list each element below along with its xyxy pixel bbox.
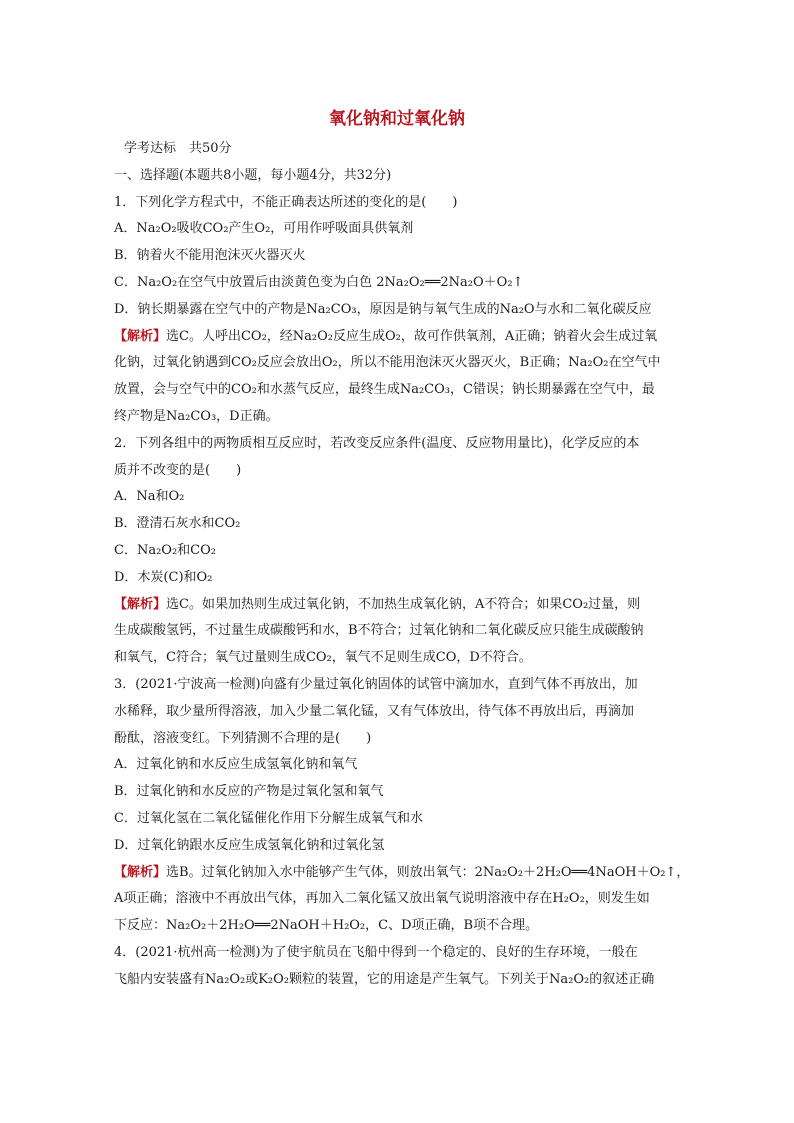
analysis-line [114,860,690,887]
text-line [114,190,684,217]
line-text: 质并不改变的是( ) [114,462,242,478]
line-text: C．过氧化氢在二氧化锰催化作用下分解生成氧气和水 [114,810,423,826]
line-text: A．Na和O₂ [114,489,185,505]
line-text: 3．(2021·宁波高一检测)向盛有少量过氧化钠固体的试管中滴加水，直到气体不再放出，加 [114,676,638,692]
page-title: 氧化钠和过氧化钠 [329,109,465,129]
text-line [114,618,684,645]
line-text: 和氧气，C符合；氧气过量则生成CO₂，氧气不足则生成CO，D不符合。 [114,650,532,666]
section-header: 学考达标 共50分 [124,141,232,156]
text-line [114,699,684,726]
text-line [114,726,684,753]
text-line [114,672,684,699]
line-text: A．过氧化钠和水反应生成氢氧化钠和氧气 [114,757,358,773]
part-header: 一、选择题(本题共8小题，每小题4分，共32分) [114,167,392,183]
text-line [114,377,684,404]
text-line [114,297,684,324]
text-line [114,270,684,297]
line-text: A．Na₂O₂吸收CO₂产生O₂，可用作呼吸面具供氧剂 [114,221,414,237]
analysis-line [114,592,684,619]
text-line [114,458,684,485]
text-line [114,565,684,592]
line-text: 选B。过氧化钠加入水中能够产生气体，则放出氧气：2Na₂O₂＋2H₂O══4NaOH＋O₂↑， [166,864,690,880]
line-text: D．过氧化钠跟水反应生成氢氧化钠和过氧化氢 [114,837,385,853]
line-text: 放置，会与空气中的CO₂和水蒸气反应，最终生成Na₂CO₃，C错误；钠长期暴露在空气中，最 [114,382,655,398]
line-text: 4．(2021·杭州高一检测)为了使宇航员在飞船中得到一个稳定的、良好的生存环境，一般在 [114,944,638,960]
text-line [114,806,684,833]
line-text: D．木炭(C)和O₂ [114,569,213,585]
text-line [114,752,684,779]
analysis-line [114,324,684,351]
line-text: D．钠长期暴露在空气中的产物是Na₂CO₃，原因是钠与氧气生成的Na₂O与水和二氧化碳反应 [114,301,652,317]
text-line [114,216,684,243]
text-line [114,404,684,431]
text-line [114,350,684,377]
text-line [114,484,684,511]
text-line [114,243,684,270]
text-line [114,886,684,913]
line-text: 选C。如果加热则生成过氧化钠，不加热生成氧化钠，A不符合；如果CO₂过量，则 [166,596,641,612]
text-line [114,431,684,458]
line-text: B．澄清石灰水和CO₂ [114,516,241,532]
analysis-tag: 【解析】 [114,328,167,344]
line-text: C．Na₂O₂和CO₂ [114,542,216,558]
line-text: 生成碳酸氢钙，不过量生成碳酸钙和水，B不符合；过氧化钠和二氧化碳反应只能生成碳酸钠 [114,623,644,639]
analysis-tag: 【解析】 [114,596,167,612]
line-text: 酚酞，溶液变红。下列猜测不合理的是( ) [114,730,372,746]
line-text: 2．下列各组中的两物质相互反应时，若改变反应条件(温度、反应物用量比)，化学反应的本 [114,435,640,451]
line-text: C．Na₂O₂在空气中放置后由淡黄色变为白色 2Na₂O₂══2Na₂O＋O₂↑ [114,274,524,290]
line-text: 终产物是Na₂CO₃，D正确。 [114,408,279,424]
line-text: 1．下列化学方程式中，不能正确表达所述的变化的是( ) [114,194,458,210]
line-text: 下反应：Na₂O₂＋2H₂O══2NaOH＋H₂O₂，C、D项正确，B项不合理。 [114,918,539,934]
text-line [114,511,684,538]
line-text: B．钠着火不能用泡沫灭火器灭火 [114,248,306,264]
analysis-tag: 【解析】 [114,864,167,880]
text-line [114,779,684,806]
line-text: 化钠，过氧化钠遇到CO₂反应会放出O₂，所以不能用泡沫灭火器灭火，B正确；Na₂O₂在空气中 [114,355,661,371]
document-body [114,136,690,994]
text-line [114,833,684,860]
text-line [114,940,684,967]
line-text: 选C。人呼出CO₂，经Na₂O₂反应生成O₂，故可作供氧剂，A正确；钠着火会生成过氧 [166,328,658,344]
text-line [114,913,684,940]
text-line [114,538,684,565]
text-line [114,645,684,672]
line-text: 水稀释，取少量所得溶液，加入少量二氧化锰，又有气体放出，待气体不再放出后，再滴加 [114,703,635,719]
line-text: 飞船内安装盛有Na₂O₂或K₂O₂颗粒的装置，它的用途是产生氧气。下列关于Na₂O₂的叙述正确 [114,971,655,987]
text-line [114,967,684,994]
line-text: B．过氧化钠和水反应的产物是过氧化氢和氧气 [114,784,384,800]
line-text: A项正确；溶液中不再放出气体，再加入二氧化锰又放出氧气说明溶液中存在H₂O₂，则发生如 [114,891,650,907]
